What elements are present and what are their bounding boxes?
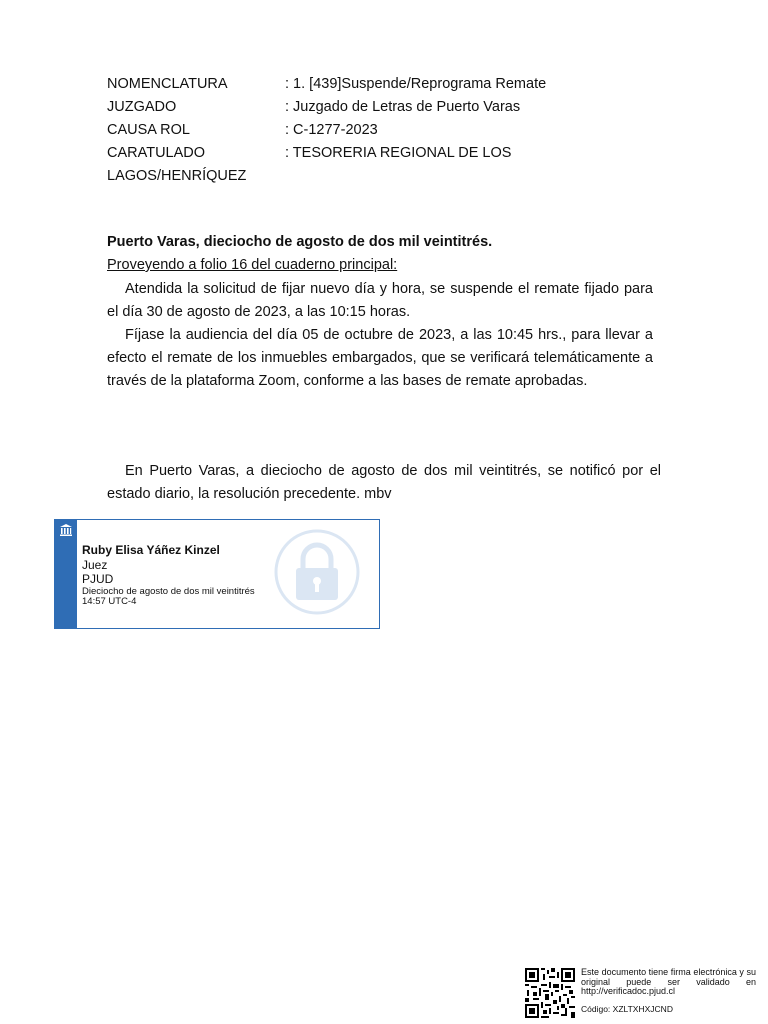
meta-caratulado-continuation: LAGOS/HENRÍQUEZ bbox=[107, 168, 247, 184]
qr-code-icon bbox=[525, 968, 575, 1018]
meta-value: : Juzgado de Letras de Puerto Varas bbox=[285, 99, 521, 115]
resolution-subheading: Proveyendo a folio 16 del cuaderno principal: bbox=[107, 257, 398, 273]
resolution-heading: Puerto Varas, dieciocho de agosto de dos mil veintitrés. bbox=[107, 234, 493, 250]
notification-paragraph: En Puerto Varas, a dieciocho de agosto de dos mil veintitrés, se notificó por el estado diario, la resolución precedente. mbv bbox=[107, 463, 661, 502]
meta-label: NOMENCLATURA bbox=[107, 76, 228, 92]
meta-label: JUZGADO bbox=[107, 99, 177, 115]
signer-name: Ruby Elisa Yáñez Kinzel bbox=[82, 543, 220, 557]
meta-label: CARATULADO bbox=[107, 145, 206, 161]
electronic-signature-box bbox=[54, 519, 380, 629]
verification-code: Código: XZLTXHXJCND bbox=[581, 1004, 673, 1014]
signer-role: Juez bbox=[82, 558, 108, 572]
signer-organization: PJUD bbox=[82, 572, 114, 586]
paragraph-suspension: Atendida la solicitud de fijar nuevo día y hora, se suspende el remate fijado para el día 30 de agosto de 2023, a las 10:15 horas. bbox=[107, 281, 653, 320]
signature-accent-bar bbox=[55, 520, 77, 628]
lock-icon bbox=[267, 529, 367, 615]
courthouse-icon bbox=[59, 523, 73, 537]
resolution-body bbox=[107, 278, 653, 393]
meta-value: : 1. [439]Suspende/Reprograma Remate bbox=[285, 76, 547, 92]
signature-time: 14:57 UTC-4 bbox=[82, 596, 137, 607]
signature-timestamp bbox=[82, 587, 255, 607]
paragraph-new-date: Fíjase la audiencia del día 05 de octubre de 2023, a las 10:45 hrs., para llevar a efecto el remate de los inmuebles embargados, que se verificará telemáticamente a través de la plataforma Zoom, conforme a las bases de remate aprobadas. bbox=[107, 327, 653, 389]
meta-label: CAUSA ROL bbox=[107, 122, 190, 138]
meta-value: : C-1277-2023 bbox=[285, 122, 378, 138]
signature-date: Dieciocho de agosto de dos mil veintitrés bbox=[82, 586, 255, 597]
verification-notice: Este documento tiene firma electrónica y su original puede ser validado en http://verificadoc.pjud.cl bbox=[581, 967, 756, 996]
meta-value: : TESORERIA REGIONAL DE LOS bbox=[285, 145, 512, 161]
